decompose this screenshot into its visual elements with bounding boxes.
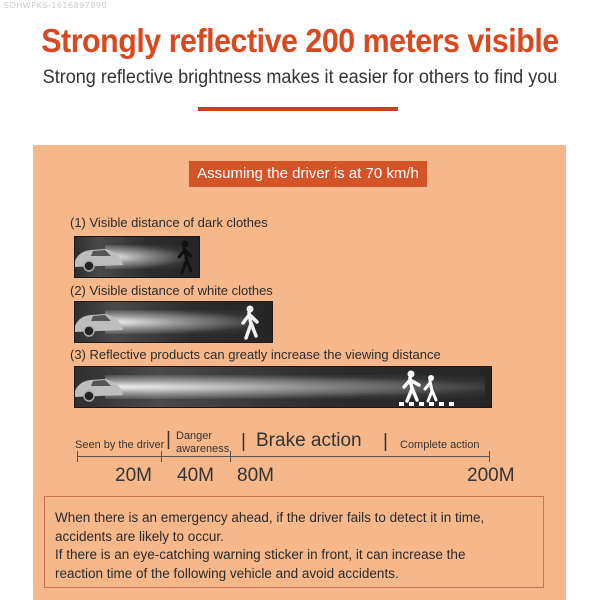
scene-label-white-clothes: (2) Visible distance of white clothes xyxy=(70,283,273,298)
car-icon xyxy=(75,308,125,338)
accent-divider xyxy=(198,107,398,111)
stage-danger-line1: Danger xyxy=(176,430,213,442)
stage-separator: | xyxy=(241,431,246,452)
stage-separator: | xyxy=(166,429,171,450)
stage-danger-line2: awareness xyxy=(176,443,230,455)
scene-label-reflective: (3) Reflective products can greatly increase the viewing distance xyxy=(70,347,441,362)
distance-label-20m: 20M xyxy=(115,465,152,486)
axis-tick xyxy=(161,451,162,462)
note-line: When there is an emergency ahead, if the driver fails to detect it in time, xyxy=(55,510,485,525)
distance-label-40m: 40M xyxy=(177,465,214,486)
note-line: accidents are likely to occur. xyxy=(55,528,224,544)
stage-separator: | xyxy=(383,431,388,452)
white-pedestrian-icon xyxy=(239,304,261,340)
distance-axis xyxy=(77,456,490,457)
scene-label-dark-clothes: (1) Visible distance of dark clothes xyxy=(70,215,268,230)
note-line: reaction time of the following vehicle and avoid accidents. xyxy=(55,565,399,581)
page-subtitle: Strong reflective brightness makes it easier for others to find you xyxy=(42,67,558,88)
stage-brake-action: Brake action xyxy=(256,430,362,451)
headlight-beam xyxy=(105,310,255,334)
scene-strip-dark-clothes xyxy=(74,236,200,278)
car-icon xyxy=(75,243,125,273)
note-line: If there is an eye-catching warning sticker in front, it can increase the xyxy=(55,547,466,562)
distance-label-200m: 200M xyxy=(467,465,515,486)
stage-seen-by-driver: Seen by the driver xyxy=(75,439,165,451)
reflective-pedestrians-crossing-icon xyxy=(397,369,461,407)
distance-label-80m: 80M xyxy=(237,465,274,486)
stage-complete-action: Complete action xyxy=(400,439,480,451)
page-title: Strongly reflective 200 meters visible xyxy=(41,22,559,59)
dark-pedestrian-icon xyxy=(175,239,195,275)
axis-tick xyxy=(77,451,78,462)
scene-strip-white-clothes xyxy=(74,301,273,343)
assumption-banner: Assuming the driver is at 70 km/h xyxy=(189,161,427,187)
safety-note xyxy=(44,496,544,588)
car-icon xyxy=(75,373,125,403)
scene-strip-reflective xyxy=(74,366,492,408)
axis-tick xyxy=(230,451,231,462)
watermark: SDHWPKS-1616897890 xyxy=(4,1,108,10)
axis-tick xyxy=(489,451,490,462)
